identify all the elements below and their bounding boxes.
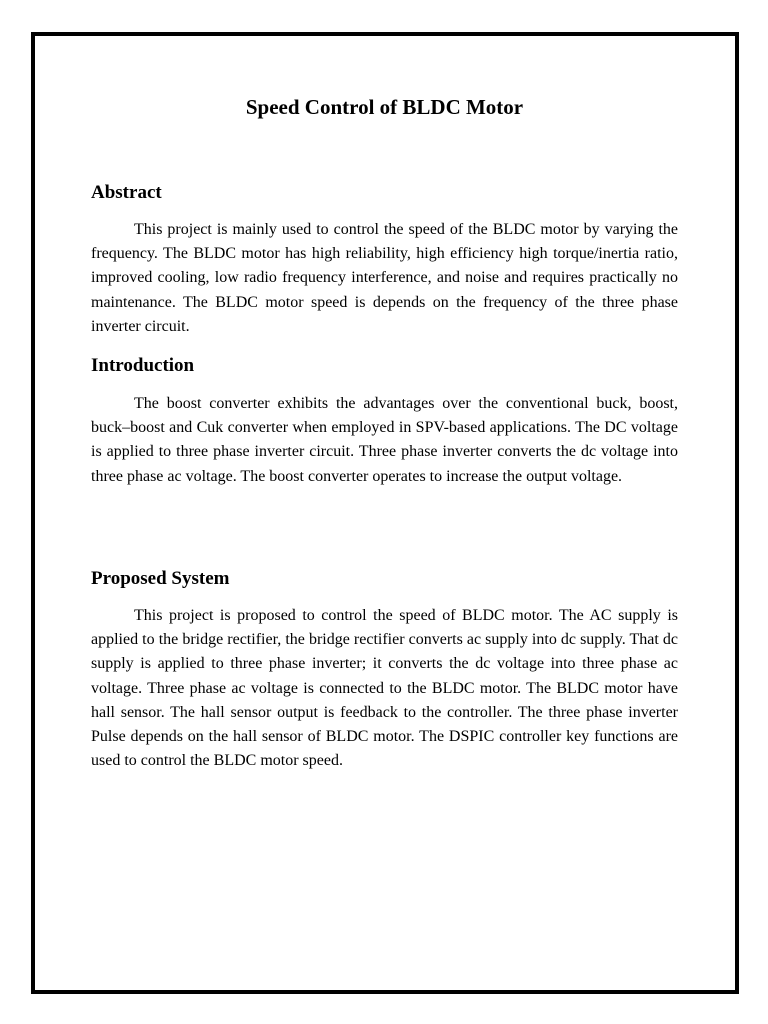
section-heading-abstract: Abstract [91, 182, 162, 203]
page-border [31, 32, 739, 994]
section-body-introduction: The boost converter exhibits the advantages over the conventional buck, boost, buck–boost and Cuk converter when employed in SPV-based applications. The DC voltage is applied to three phase inverter circuit. Three phase inverter converts the dc voltage into three phase ac voltage. The boost converter operates to increase the output voltage. [91, 395, 678, 485]
document-title: Speed Control of BLDC Motor [245, 95, 524, 119]
section-heading-introduction: Introduction [91, 355, 195, 376]
section-body-abstract: This project is mainly used to control the speed of the BLDC motor by varying the frequency. The BLDC motor has high reliability, high efficiency high torque/inertia ratio, improved cooling, low radio frequency interference, and noise and requires practically no maintenance. The BLDC motor speed is depends on the frequency of the three phase inverter circuit. [91, 221, 678, 335]
section-body-proposed-system: This project is proposed to control the speed of BLDC motor. The AC supply is applied to the bridge rectifier, the bridge rectifier converts ac supply into dc supply. That dc supply is applied to three phase inverter; it converts the dc voltage into three phase ac voltage. Three phase ac voltage is connected to the BLDC motor. The BLDC motor have hall sensor. The hall sensor output is feedback to the controller. The three phase inverter Pulse depends on the hall sensor of BLDC motor. The DSPIC controller key functions are used to control the BLDC motor speed. [91, 607, 678, 770]
section-heading-proposed-system: Proposed System [91, 568, 230, 589]
